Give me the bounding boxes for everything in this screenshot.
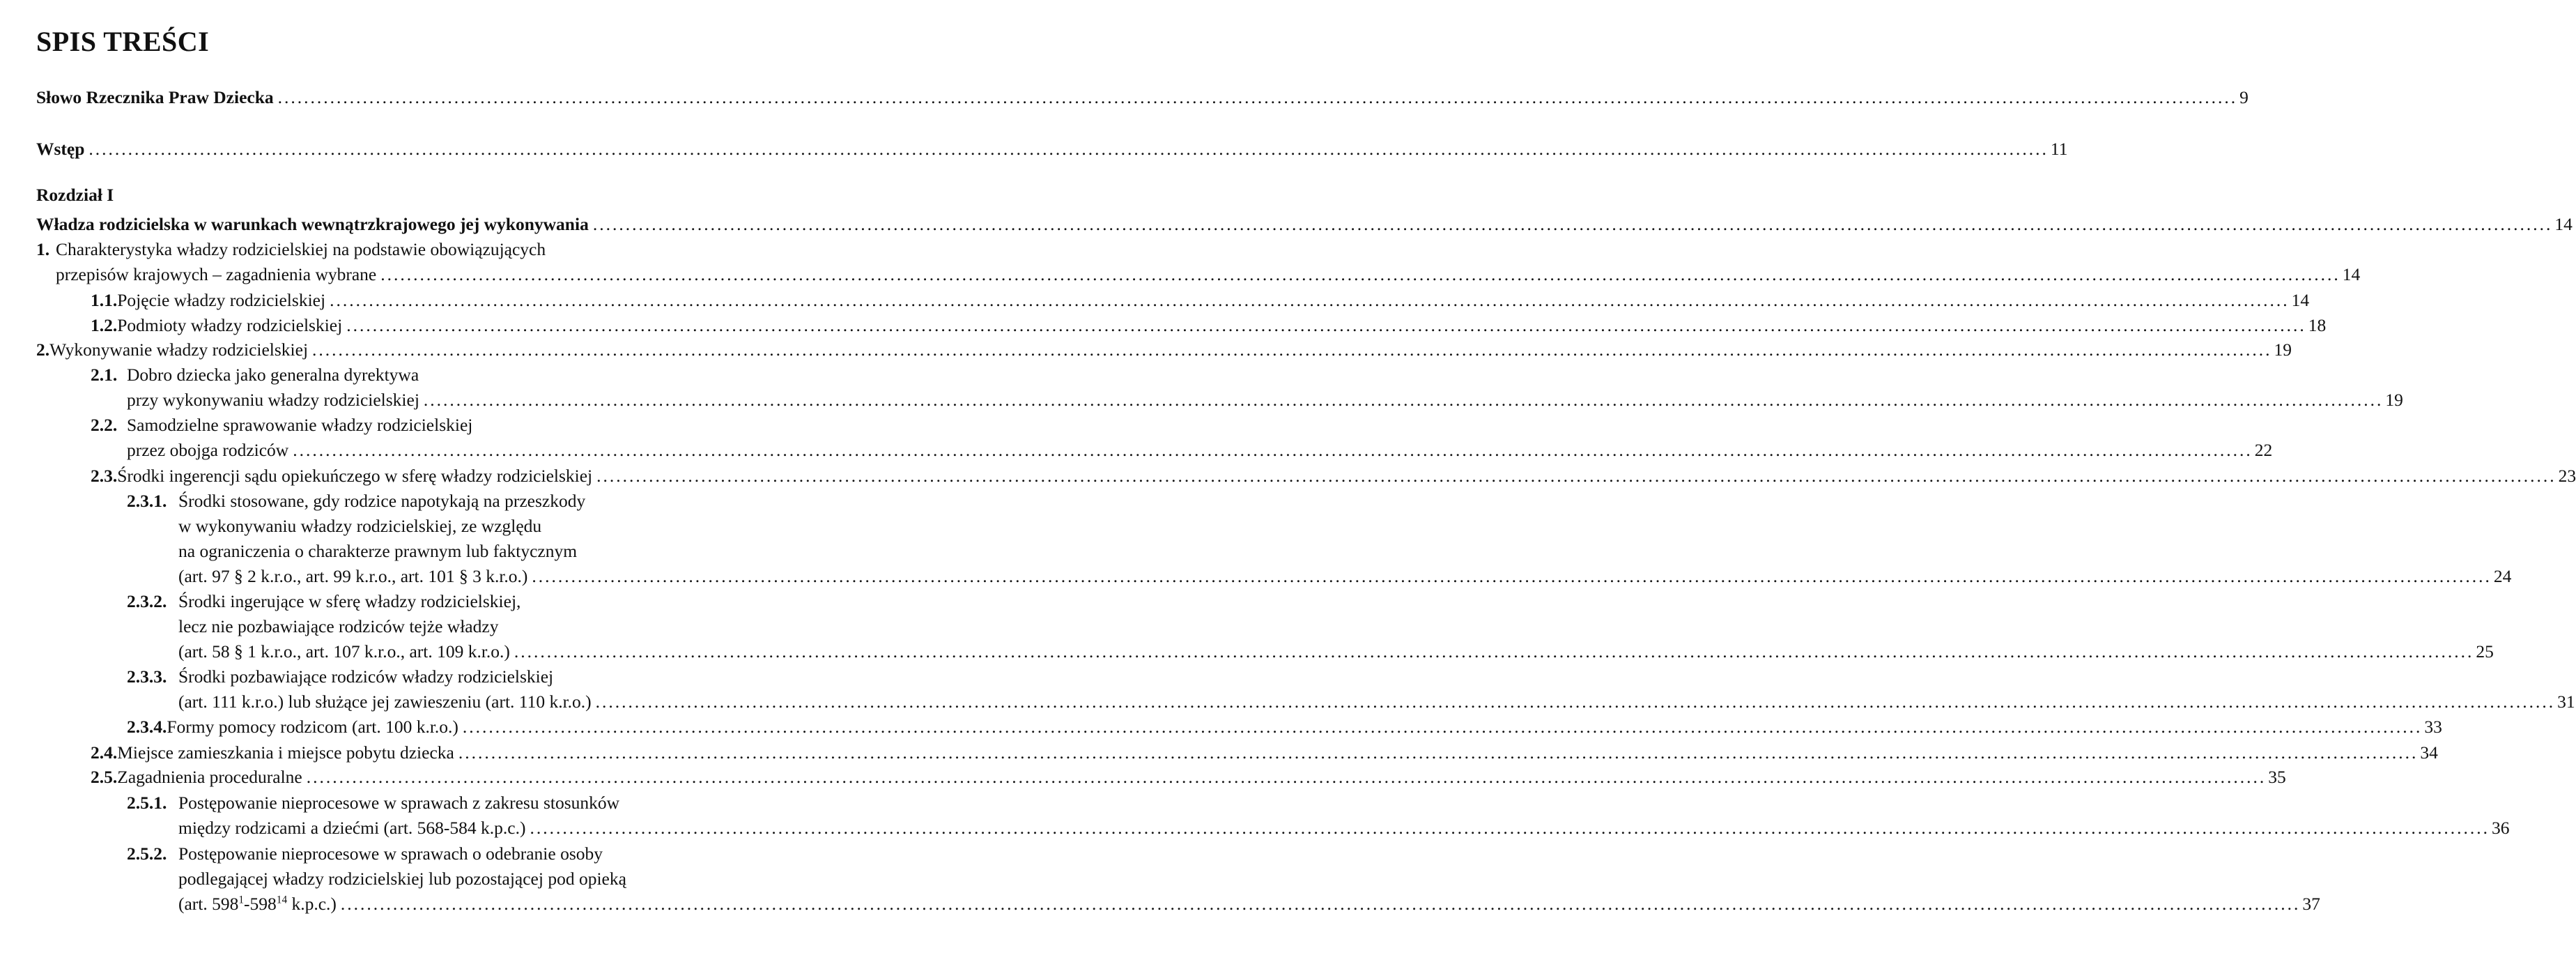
toc-entry-number: 2.5.2.	[127, 843, 167, 864]
toc-page-number: 24	[2493, 566, 2512, 586]
toc-entry-text: Postępowanie nieprocesowe w sprawach o odebranie osoby	[178, 843, 603, 864]
toc-entry	[127, 841, 2320, 917]
toc-entry-line	[91, 464, 2576, 489]
toc-page-number: 14	[2342, 264, 2361, 284]
toc-entry-text: Zagadnienia proceduralne	[117, 767, 302, 787]
toc-page-number: 25	[2476, 641, 2494, 662]
toc-entry	[36, 212, 2573, 237]
dot-leader: ............................................................................................................................................................................................................................................................................................................	[88, 139, 2049, 159]
dot-leader: ............................................................................................................................................................................................................................................................................................................	[532, 566, 2492, 586]
toc-entry-number: 1.1.	[91, 290, 118, 310]
toc-entry-line	[127, 514, 772, 539]
toc-entry	[127, 589, 2494, 664]
toc-entry-line	[91, 288, 2310, 313]
toc-entry-number: 2.4.	[91, 742, 118, 763]
toc-entry-line	[127, 664, 772, 689]
toc-entry-text: lecz nie pozbawiające rodziców tejże władzy	[178, 616, 499, 636]
toc-page-number: 19	[2385, 390, 2403, 410]
toc-entry	[91, 464, 2576, 489]
toc-entry-line	[127, 689, 2575, 715]
dot-leader: ............................................................................................................................................................................................................................................................................................................	[530, 818, 2490, 838]
toc-entry-text: Pojęcie władzy rodzicielskiej	[117, 290, 326, 310]
toc-entry-text: (art. 97 § 2 k.r.o., art. 99 k.r.o., art. 101 § 3 k.r.o.)	[178, 566, 528, 586]
toc-entry-text: Postępowanie nieprocesowe w sprawach z zakresu stosunków	[178, 793, 620, 813]
toc-page-number: 33	[2424, 717, 2442, 737]
dot-leader: ............................................................................................................................................................................................................................................................................................................	[458, 742, 2419, 763]
dot-leader: ............................................................................................................................................................................................................................................................................................................	[277, 87, 2238, 107]
toc-entry-text: przy wykonywaniu władzy rodzicielskiej	[127, 390, 419, 410]
toc-entry-number: 2.3.4.	[127, 717, 167, 737]
toc-entry-text: Władza rodzicielska w warunkach wewnątrzkrajowego jej wykonywania	[36, 214, 589, 234]
toc-entry-text: (art. 111 k.r.o.) lub służące jej zawieszeniu (art. 110 k.r.o.)	[178, 692, 592, 712]
toc-entry-text: podlegającej władzy rodzicielskiej lub pozostającej pod opieką	[178, 869, 626, 889]
toc-page-number: 18	[2308, 315, 2327, 335]
toc-entry-line	[91, 362, 772, 388]
toc-entry	[36, 183, 772, 208]
toc-page-number: 37	[2302, 894, 2320, 914]
toc-entry-line	[91, 388, 2403, 413]
toc-entry	[91, 413, 2273, 463]
toc-entry	[127, 489, 2512, 589]
toc-page-number: 31	[2557, 692, 2575, 712]
toc-entry-line	[127, 489, 772, 514]
dot-leader: ............................................................................................................................................................................................................................................................................................................	[514, 641, 2474, 662]
toc-entry-line	[127, 841, 772, 866]
dot-leader: ............................................................................................................................................................................................................................................................................................................	[306, 767, 2267, 787]
toc-entry-number: 1.	[36, 239, 50, 259]
dot-leader: ............................................................................................................................................................................................................................................................................................................	[423, 390, 2384, 410]
toc-entry-line	[127, 866, 772, 892]
toc-entry	[127, 790, 2510, 841]
dot-leader: ............................................................................................................................................................................................................................................................................................................	[380, 264, 2340, 284]
toc-entry-text: na ograniczenia o charakterze prawnym lub faktycznym	[178, 541, 578, 561]
toc-entry-line	[127, 639, 2494, 664]
toc-entry-text: Wstęp	[36, 139, 85, 159]
toc-entry-number: 2.3.2.	[127, 591, 167, 611]
toc-entry-line	[91, 765, 2286, 790]
toc-entry-text: Środki ingerencji sądu opiekuńczego w sferę władzy rodzicielskiej	[117, 466, 593, 486]
dot-leader: ............................................................................................................................................................................................................................................................................................................	[293, 440, 2253, 460]
toc-entry-line	[127, 892, 2320, 917]
toc-entry-number: 2.5.1.	[127, 793, 167, 813]
toc-entry-number: 2.3.	[91, 466, 118, 486]
page-title: SPIS TREŚCI	[36, 26, 210, 57]
dot-leader: ............................................................................................................................................................................................................................................................................................................	[462, 717, 2423, 737]
toc-page-number: 14	[2291, 290, 2310, 310]
toc-entry-line	[127, 715, 2442, 740]
dot-leader: ............................................................................................................................................................................................................................................................................................................	[592, 214, 2553, 234]
toc-entry-number: 2.2.	[91, 415, 118, 435]
toc-entry-text: przez obojga rodziców	[127, 440, 289, 460]
toc-entry-line	[91, 313, 2327, 338]
toc-entry	[36, 137, 2068, 162]
toc-entry-line	[127, 589, 772, 614]
toc-entry	[91, 765, 2286, 790]
toc-page-number: 14	[2554, 214, 2573, 234]
toc-entry-line	[127, 816, 2510, 841]
toc-entry-number: 2.	[36, 339, 50, 360]
toc-entry-line	[36, 137, 2068, 162]
toc-entry-number: 1.2.	[91, 315, 118, 335]
toc-entry	[127, 715, 2442, 740]
dot-leader: ............................................................................................................................................................................................................................................................................................................	[596, 466, 2556, 486]
toc-entry-text: przepisów krajowych – zagadnienia wybrane	[56, 264, 377, 284]
toc-page-number: 35	[2268, 767, 2286, 787]
toc-entry-text: Rozdział I	[36, 185, 114, 205]
toc-entry-line	[91, 438, 2273, 463]
toc-entry-text: Wykonywanie władzy rodzicielskiej	[49, 339, 309, 360]
dot-leader: ............................................................................................................................................................................................................................................................................................................	[330, 290, 2290, 310]
toc-entry-line	[36, 85, 2249, 110]
toc-entry-text: Środki pozbawiające rodziców władzy rodzicielskiej	[178, 666, 554, 687]
toc-entry-text-part: -598	[244, 894, 277, 914]
toc-entry	[36, 85, 2249, 110]
dot-leader: ............................................................................................................................................................................................................................................................................................................	[340, 894, 2301, 914]
toc-entry-number: 2.5.	[91, 767, 118, 787]
toc-entry-text: Charakterystyka władzy rodzicielskiej na podstawie obowiązujących	[56, 239, 546, 259]
toc-entry-line	[36, 337, 2292, 362]
toc-entry-text: Środki stosowane, gdy rodzice napotykają na przeszkody	[178, 491, 586, 511]
toc-entry-line	[36, 262, 2361, 287]
toc-entry	[91, 288, 2310, 313]
toc-entry-line	[127, 790, 772, 816]
toc-page-number: 22	[2254, 440, 2273, 460]
toc-entry-text-part: (art. 598	[178, 894, 239, 914]
toc-entry	[91, 740, 2438, 765]
toc-entry-line	[36, 212, 2573, 237]
toc-entry-line	[127, 564, 2512, 589]
toc-entry-line	[127, 614, 772, 639]
toc-entry-text-part: 14	[276, 894, 288, 906]
toc-entry-text: Formy pomocy rodzicom (art. 100 k.r.o.)	[167, 717, 458, 737]
toc-entry-text: Miejsce zamieszkania i miejsce pobytu dziecka	[117, 742, 454, 763]
toc-entry-line	[36, 183, 772, 208]
toc-entry-text: w wykonywaniu władzy rodzicielskiej, ze względu	[178, 516, 542, 536]
toc-page-number: 9	[2239, 87, 2249, 107]
toc-entry	[127, 664, 2575, 715]
toc-entry-text: Podmioty władzy rodzicielskiej	[117, 315, 343, 335]
toc-entry-text: Dobro dziecka jako generalna dyrektywa	[127, 365, 419, 385]
toc-page-number: 34	[2420, 742, 2438, 763]
toc-entry-text-part: k.p.c.)	[287, 894, 337, 914]
toc-page-number: 19	[2274, 339, 2292, 360]
toc-entry	[91, 313, 2327, 338]
toc-entry-line	[91, 413, 772, 438]
dot-leader: ............................................................................................................................................................................................................................................................................................................	[312, 339, 2272, 360]
toc-entry-line	[36, 237, 772, 262]
toc-entry-number: 2.3.3.	[127, 666, 167, 687]
dot-leader: ............................................................................................................................................................................................................................................................................................................	[346, 315, 2306, 335]
toc-entry	[91, 362, 2403, 413]
toc-entry-text: Środki ingerujące w sferę władzy rodzicielskiej,	[178, 591, 521, 611]
toc-page-number: 23	[2558, 466, 2576, 486]
toc-entry	[36, 237, 2361, 287]
toc-page-number: 11	[2050, 139, 2068, 159]
dot-leader: ............................................................................................................................................................................................................................................................................................................	[595, 692, 2556, 712]
toc-entry-text-part: 1	[238, 894, 245, 906]
toc-entry-number: 2.3.1.	[127, 491, 167, 511]
toc-entry-text: między rodzicami a dziećmi (art. 568-584 k.p.c.)	[178, 818, 526, 838]
toc-entry-text: Słowo Rzecznika Praw Dziecka	[36, 87, 274, 107]
toc-entry-number: 2.1.	[91, 365, 118, 385]
toc-entry-text: (art. 58 § 1 k.r.o., art. 107 k.r.o., art. 109 k.r.o.)	[178, 641, 510, 662]
toc-entry-line	[127, 539, 772, 564]
toc-entry-text	[178, 892, 337, 917]
toc-entry	[36, 337, 2292, 362]
toc-page-number: 36	[2491, 818, 2510, 838]
toc-entry-line	[91, 740, 2438, 765]
toc-entry-text: Samodzielne sprawowanie władzy rodzicielskiej	[127, 415, 473, 435]
